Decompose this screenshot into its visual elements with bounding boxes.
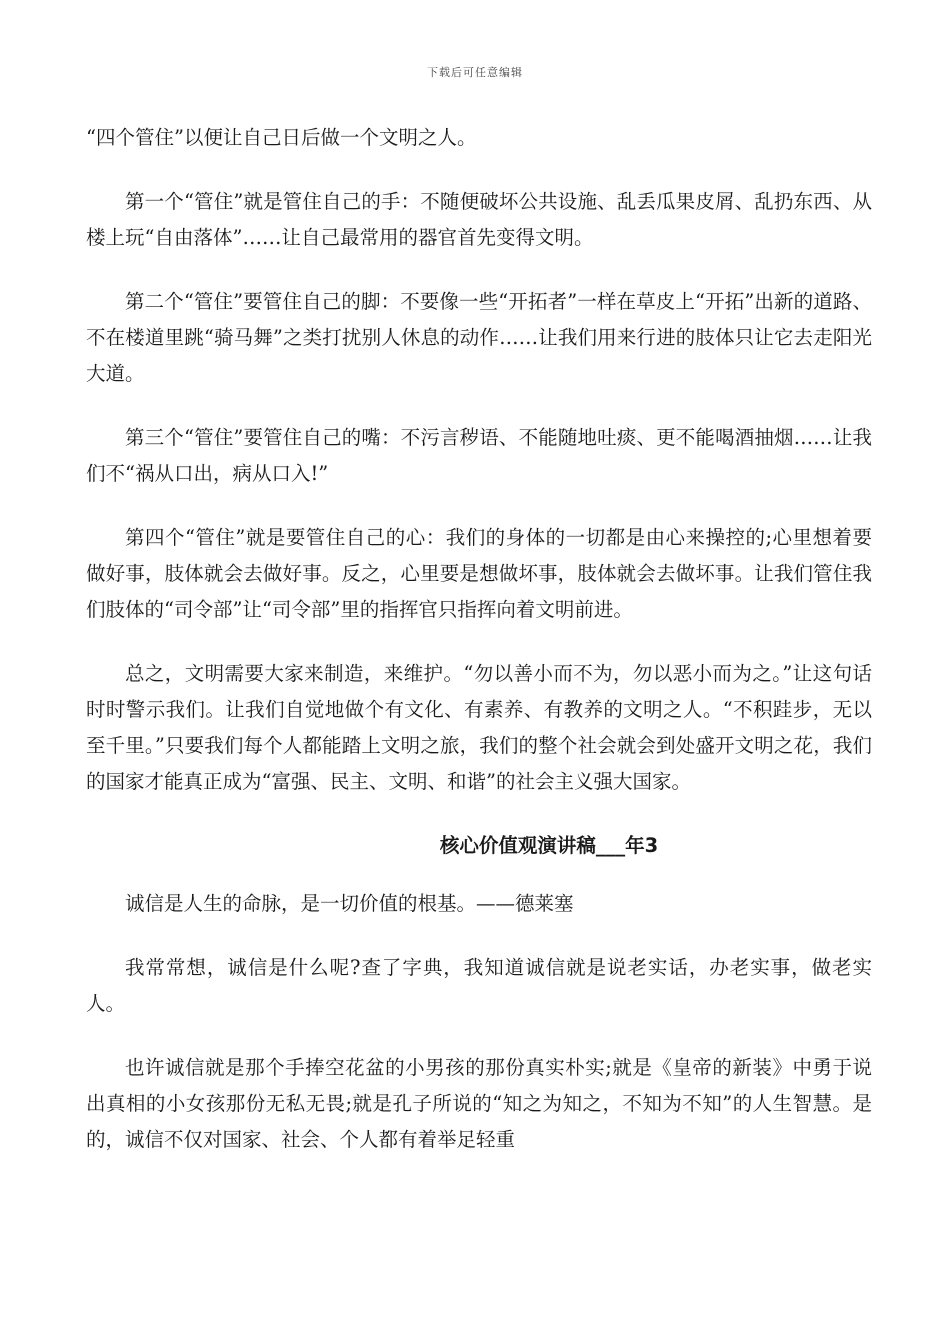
document-body	[86, 120, 872, 1186]
paragraph: 第三个“管住”要管住自己的嘴：不污言秽语、不能随地吐痰、更不能喝酒抽烟……让我们不“祸从口出，病从口入!”	[86, 426, 872, 485]
paragraph: 第一个“管住”就是管住自己的手：不随便破坏公共设施、乱丢瓜果皮屑、乱扔东西、从楼上玩“自由落体”……让自己最常用的器官首先变得文明。	[86, 190, 872, 249]
paragraph: 总之，文明需要大家来制造，来维护。“勿以善小而不为，勿以恶小而为之。”让这句话时时警示我们。让我们自觉地做个有文化、有素养、有教养的文明之人。“不积跬步，无以至千里。”只要我们每个人都能踏上文明之旅，我们的整个社会就会到处盛开文明之花，我们的国家才能真正成为“富强、民主、文明、和谐”的社会主义强大国家。	[86, 662, 872, 793]
paragraph: 我常常想，诚信是什么呢?查了字典，我知道诚信就是说老实话，办老实事，做老实人。	[86, 956, 872, 1015]
paragraph: 第四个“管住”就是要管住自己的心：我们的身体的一切都是由心来操控的;心里想着要做好事，肢体就会去做好事。反之，心里要是想做坏事，肢体就会去做坏事。让我们管住我们肢体的“司令部”让“司令部”里的指挥官只指挥向着文明前进。	[86, 526, 872, 621]
header-note: 下载后可任意编辑	[427, 66, 523, 79]
paragraph: 诚信是人生的命脉，是一切价值的根基。——德莱塞	[125, 892, 574, 915]
paragraph: “四个管住”以便让自己日后做一个文明之人。	[86, 126, 477, 149]
section-heading: 核心价值观演讲稿___年3	[439, 834, 659, 857]
paragraph: 也许诚信就是那个手捧空花盆的小男孩的那份真实朴实;就是《皇帝的新装》中勇于说出真相的小女孩那份无私无畏;就是孔子所说的“知之为知之，不知为不知”的人生智慧。是的，诚信不仅对国家、社会、个人都有着举足轻重	[86, 1056, 872, 1151]
paragraph: 第二个“管住”要管住自己的脚：不要像一些“开拓者”一样在草皮上“开拓”出新的道路、不在楼道里跳“骑马舞”之类打扰别人休息的动作……让我们用来行进的肢体只让它去走阳光大道。	[86, 290, 872, 385]
